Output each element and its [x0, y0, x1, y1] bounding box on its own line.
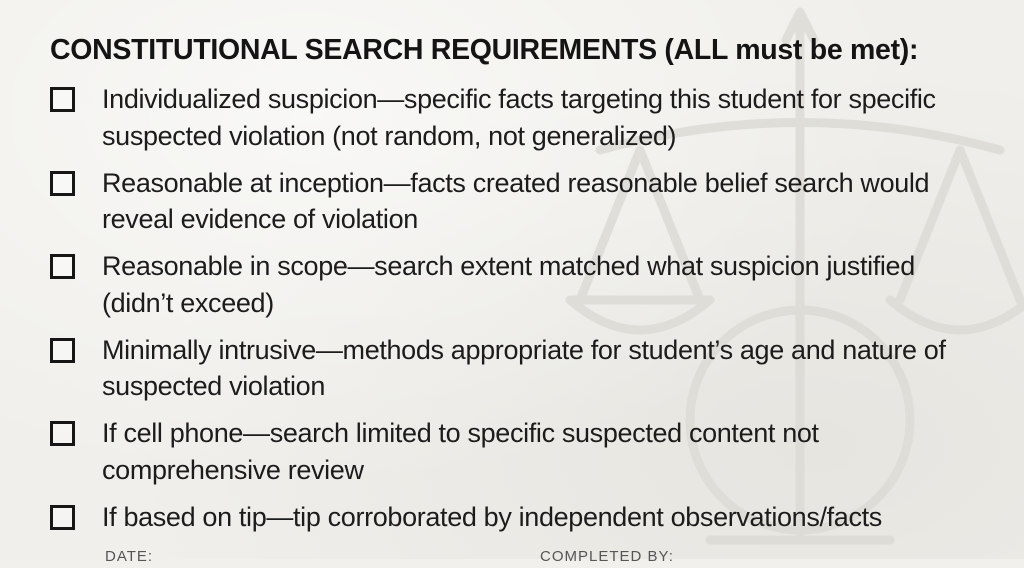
search-requirements-form — [50, 34, 1010, 546]
requirement-cell-phone — [50, 415, 1010, 488]
requirement-checkbox[interactable] — [50, 505, 75, 530]
requirement-label: Reasonable in scope—search extent matched what suspicion justified (didn’t exceed) — [102, 251, 915, 318]
form-heading: CONSTITUTIONAL SEARCH REQUIREMENTS (ALL must be met): — [50, 34, 919, 66]
requirement-label: Reasonable at inception—facts created reasonable belief search would reveal evidence of violation — [102, 167, 930, 234]
requirement-label: If based on tip—tip corroborated by independent observations/facts — [102, 501, 882, 532]
requirement-checkbox[interactable] — [50, 421, 75, 446]
requirement-minimally-intrusive — [50, 332, 1010, 405]
requirement-label: Individualized suspicion—specific facts targeting this student for specific suspected violation (not random, not generalized) — [102, 84, 936, 151]
requirement-reasonable-at-inception — [50, 165, 1010, 238]
requirement-checkbox[interactable] — [50, 338, 75, 363]
date-label: DATE: — [105, 548, 154, 565]
requirement-individualized-suspicion — [50, 81, 1010, 154]
requirements-checklist — [50, 81, 1010, 535]
requirement-checkbox[interactable] — [50, 171, 75, 196]
requirement-checkbox[interactable] — [50, 87, 75, 112]
completed-by-label: COMPLETED BY: — [540, 548, 674, 565]
requirement-label: If cell phone—search limited to specific suspected content not comprehensive review — [102, 418, 819, 485]
requirement-label: Minimally intrusive—methods appropriate for student’s age and nature of suspected violation — [102, 334, 946, 401]
requirement-checkbox[interactable] — [50, 254, 75, 279]
form-footer — [0, 548, 1024, 568]
requirement-tip-corroborated — [50, 499, 1010, 536]
requirement-reasonable-in-scope — [50, 248, 1010, 321]
